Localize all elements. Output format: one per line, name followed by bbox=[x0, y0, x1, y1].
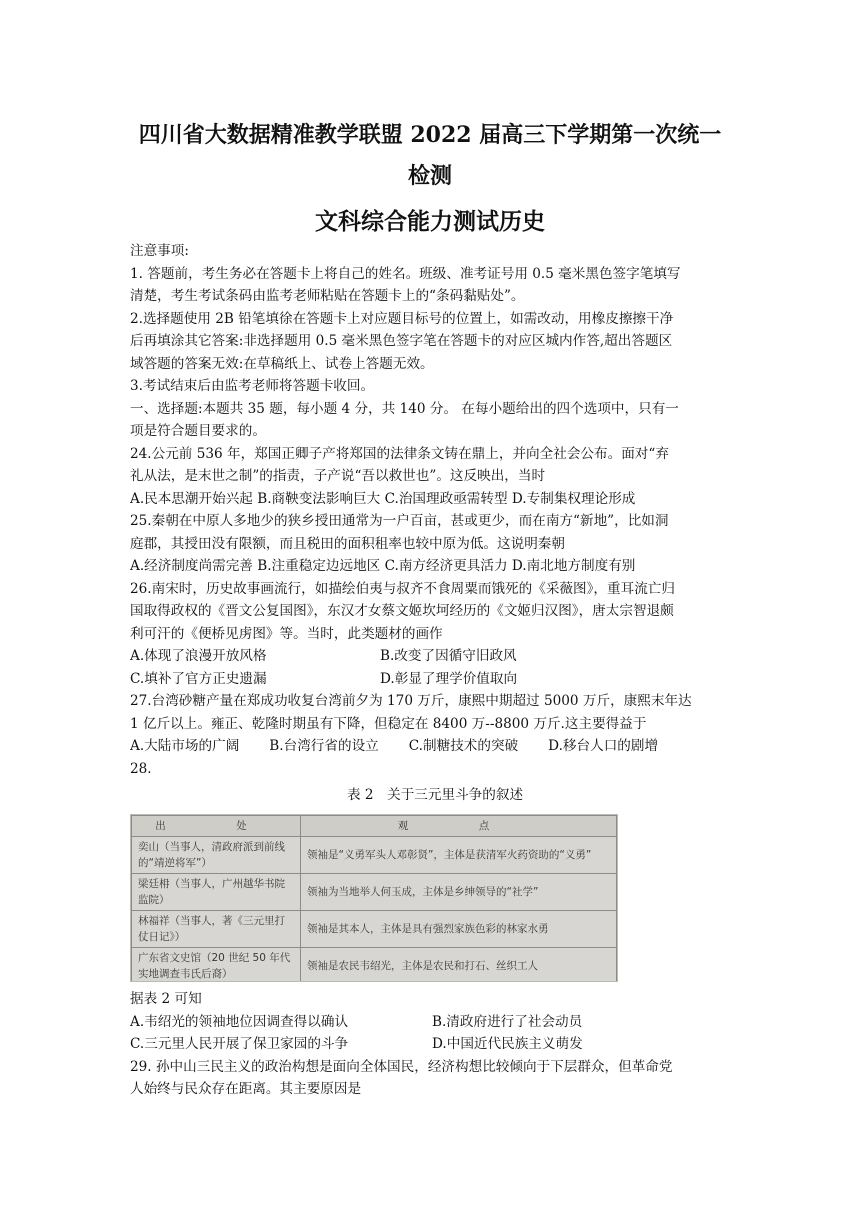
table-cell-viewpoint: 领袖是“义勇军头人邓彰贤”，主体是获清军火药资助的“义勇” bbox=[301, 837, 617, 874]
scanned-table-image bbox=[130, 814, 618, 982]
q26-option-c: C.填补了官方正史遗漏 bbox=[130, 670, 267, 687]
table-cell-source: 梁廷枏（当事人，广州越华书院监院） bbox=[132, 874, 301, 911]
notice-line: 清楚，考生考试条码由监考老师粘贴在答题卡上的“条码黏贴处”。 bbox=[130, 288, 525, 304]
q29-stem: 29. 孙中山三民主义的政治构想是面向全体国民，经济构想比较倾向于下层群众，但革命党 bbox=[130, 1058, 673, 1075]
q26-stem: 26.南宋时，历史故事画流行，如描绘伯夷与叔齐不食周粟而饿死的《采薇图》，重耳流亡归 bbox=[130, 580, 675, 597]
q27-options bbox=[130, 735, 740, 758]
notice-line: 域答题的答案无效:在草稿纸上、试卷上答题无效。 bbox=[130, 355, 434, 372]
q26-option-d: D.彰显了理学价值取向 bbox=[380, 670, 518, 687]
table-header-source: 出 处 bbox=[132, 816, 301, 837]
q28-lead: 据表 2 可知 bbox=[130, 991, 202, 1007]
notice-line: 2.选择题使用 2B 铅笔填徐在答题卡上对应题目标号的位置上，如需改动，用橡皮擦擦干净 bbox=[130, 310, 674, 327]
table-cell-source: 林福祥（当事人，著《三元里打仗日记》） bbox=[132, 911, 301, 948]
notice-line: 后再填涂其它答案:非选择题用 0.5 毫米黑色签字笔在答题卡的对应区城内作答,超出答题区 bbox=[130, 333, 673, 349]
q27-stem: 1 亿斤以上。雍正、乾隆时期虽有下降，但稳定在 8400 万--8800 万斤.这主要得益于 bbox=[130, 715, 647, 732]
q27-stem: 27.台湾砂糖产量在郑成功收复台湾前夕为 170 万斤，康熙中期超过 5000 万斤，康熙末年达 bbox=[130, 693, 692, 709]
q26-stem: 国取得政权的《晋文公复国图》，东汉才女蔡文姬坎坷经历的《文姬归汉图》，唐太宗智退颇 bbox=[130, 603, 674, 619]
table-header-row bbox=[132, 816, 617, 837]
q28-option-c: C.三元里人民开展了保卫家园的斗争 bbox=[130, 1036, 349, 1052]
table-row bbox=[132, 837, 617, 874]
q27-option-b: B.台湾行省的设立 bbox=[269, 738, 379, 754]
table-row bbox=[132, 911, 617, 948]
table-cell-viewpoint: 领袖是其本人，主体是具有强烈家族色彩的林家水勇 bbox=[301, 911, 617, 948]
q28-options-row2 bbox=[130, 1033, 740, 1056]
table-header-viewpoint: 观 点 bbox=[301, 816, 617, 837]
q28-number: 28. bbox=[130, 760, 152, 777]
exam-subject-title: 文科综合能力测试历史 bbox=[315, 208, 545, 235]
q27-option-a: A.大陆市场的广阔 bbox=[130, 738, 240, 754]
exam-title-line1: 四川省大数据精准教学联盟 2022 届高三下学期第一次统一 bbox=[138, 122, 722, 148]
q28-option-d: D.中国近代民族主义萌发 bbox=[432, 1036, 583, 1052]
q24-stem: 礼从法，是末世之制”的指责，子产说“吾以救世也”。这反映出，当时 bbox=[130, 468, 546, 484]
q28-table bbox=[131, 815, 617, 982]
q25-stem: 庭郡，其授田没有限额，而且税田的面积租率也较中原为低。这说明秦朝 bbox=[130, 535, 565, 552]
q28-option-b: B.清政府进行了社会动员 bbox=[432, 1013, 583, 1030]
q26-option-a: A.体现了浪漫开放风格 bbox=[130, 648, 267, 664]
section-instructions: 项是符合题目要求的。 bbox=[130, 423, 266, 439]
q28-options-row1 bbox=[130, 1011, 740, 1034]
table-row bbox=[132, 948, 617, 983]
q24-options: A.民本思潮开始兴起 B.商鞅变法影响巨大 C.治国理政亟需转型 D.专制集权理论形成 bbox=[130, 490, 636, 507]
q25-stem: 25.秦朝在中原人多地少的狭乡授田通常为一户百亩，甚或更少，而在南方“新地”，比如洞 bbox=[130, 513, 669, 529]
q24-stem: 24.公元前 536 年，郑国正卿子产将郑国的法律条文铸在鼎上，并向全社会公布。面对“弃 bbox=[130, 445, 669, 462]
q26-options-row1 bbox=[130, 645, 740, 668]
notice-heading: 注意事项: bbox=[130, 243, 189, 259]
section-instructions: 一、选择题:本题共 35 题，每小题 4 分，共 140 分。 在每小题给出的四个选项中，只有一 bbox=[130, 400, 679, 417]
q27-option-d: D.移台人口的剧增 bbox=[548, 738, 659, 754]
table-cell-viewpoint: 领袖是农民韦绍光，主体是农民和打石、丝织工人 bbox=[301, 948, 617, 983]
table-row bbox=[132, 874, 617, 911]
q29-stem: 人始终与民众存在距离。其主要原因是 bbox=[130, 1081, 362, 1097]
table-caption: 表 2 关于三元里斗争的叙述 bbox=[346, 787, 524, 803]
table-cell-source: 奕山（当事人，清政府派到前线的“靖逆将军”） bbox=[132, 837, 301, 874]
notice-line: 1. 答题前，考生务必在答题卡上将自己的姓名。班级、准考证号用 0.5 毫米黑色签字笔填写 bbox=[130, 265, 681, 282]
exam-body bbox=[130, 240, 740, 1101]
notice-line: 3.考试结束后由监考老师将答题卡收回。 bbox=[130, 378, 375, 394]
exam-title-line2: 检测 bbox=[407, 163, 452, 189]
q25-options: A.经济制度尚需完善 B.注重稳定边远地区 C.南方经济更具活力 D.南北地方制度有别 bbox=[130, 558, 636, 574]
q28-option-a: A.韦绍光的领袖地位因调查得以确认 bbox=[130, 1013, 349, 1030]
q26-option-b: B.改变了因循守旧政风 bbox=[380, 648, 517, 664]
q26-options-row2 bbox=[130, 668, 740, 691]
q27-option-c: C.制糖技术的突破 bbox=[408, 738, 519, 754]
table-cell-source: 广东省文史馆（20 世纪 50 年代实地调查韦氏后裔） bbox=[132, 948, 301, 983]
table-cell-viewpoint: 领袖为当地举人何玉成，主体是乡绅领导的“社学” bbox=[301, 874, 617, 911]
q26-stem: 利可汗的《便桥见虏图》等。当时，此类题材的画作 bbox=[130, 625, 443, 642]
